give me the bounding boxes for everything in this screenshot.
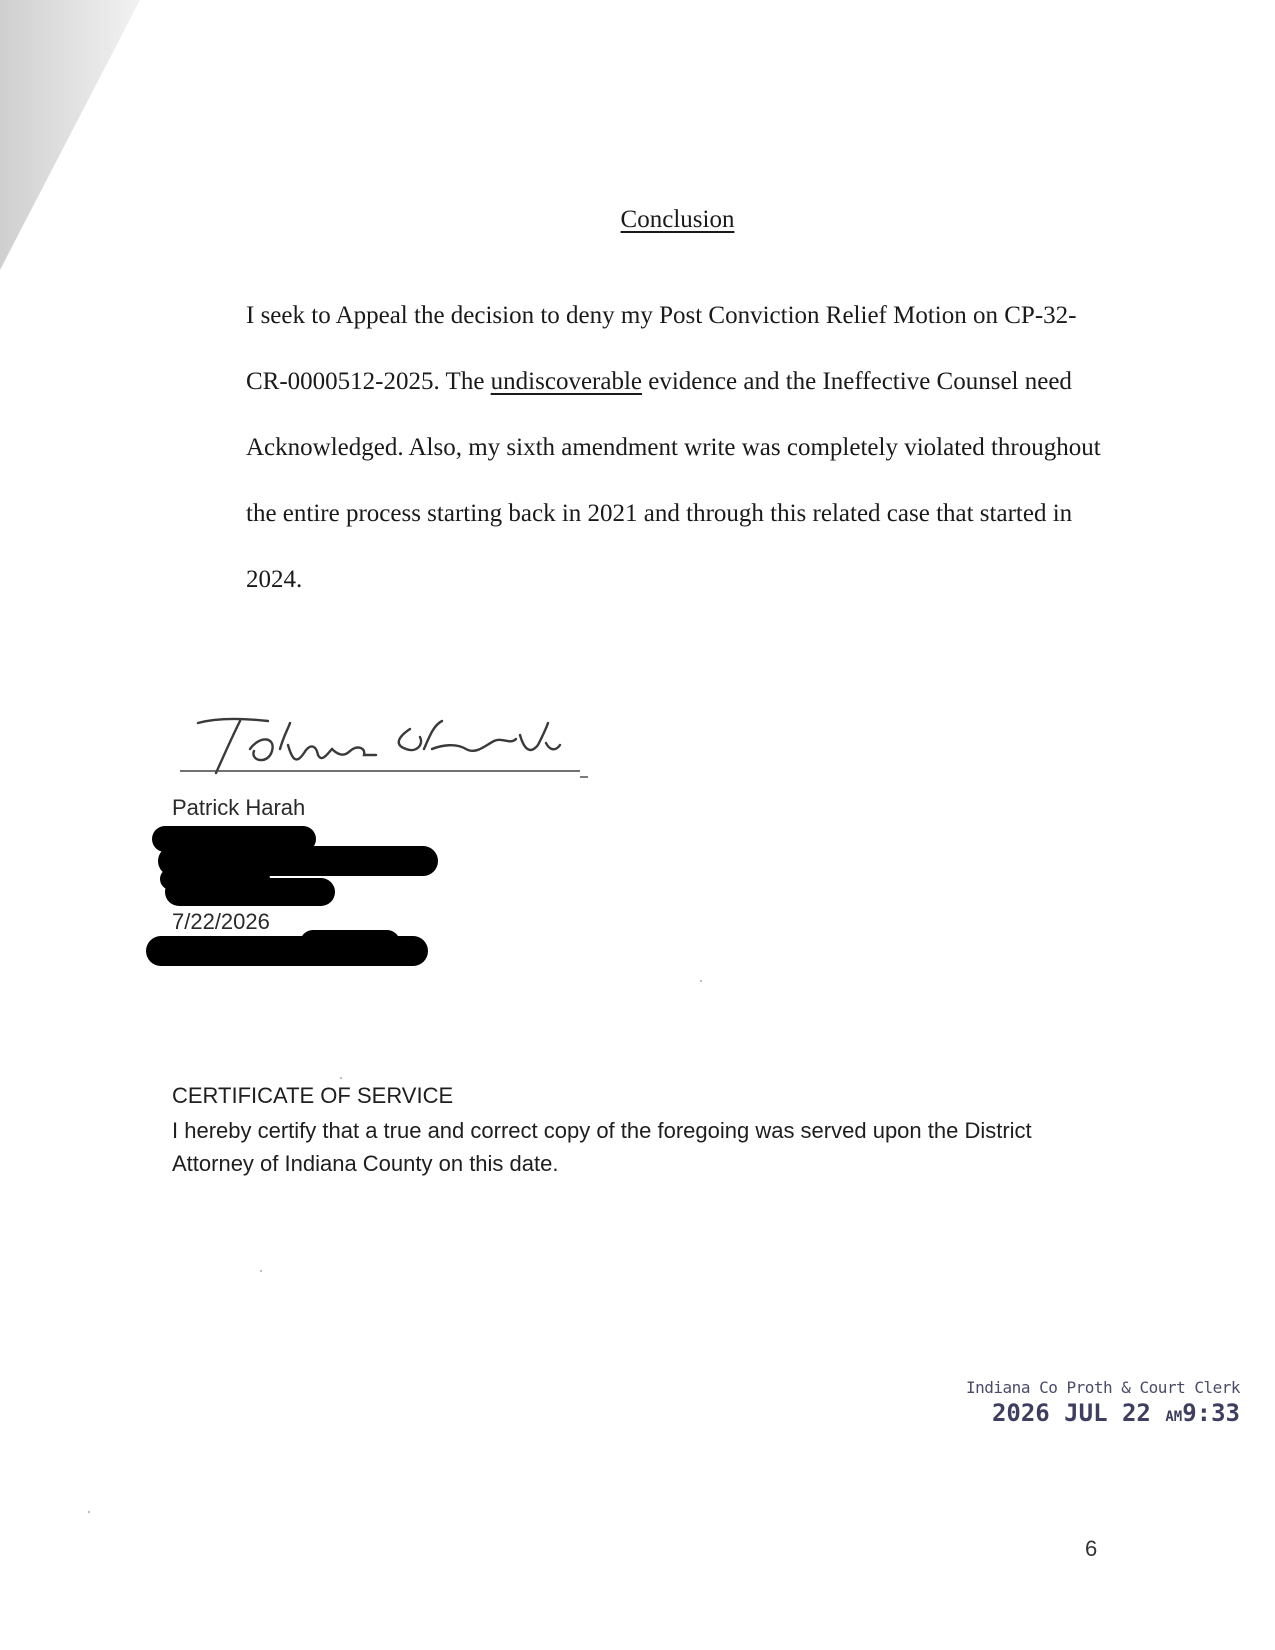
- paragraph-text-part2: evidence and the Ineffective Counsel need Acknowledged. Also, my sixth amendment write was completely violated throughout the entire process starting back in 2021 and through this related case that started in 2024.: [246, 368, 1101, 593]
- signed-date: 7/22/2026: [172, 909, 270, 934]
- scan-speck: [340, 1077, 342, 1079]
- paragraph-text-part1: I seek to Appeal the decision to deny my Post Conviction Relief Motion on CP-32-CR-0000512-2025. The: [246, 302, 1077, 395]
- paragraph-underlined-word: undiscoverable: [490, 368, 643, 395]
- folded-corner-shadow: [0, 0, 150, 280]
- scan-speck: [88, 1511, 90, 1513]
- certificate-body: I hereby certify that a true and correct copy of the foregoing was served upon the District Attorney of Indiana County on this date.: [172, 1118, 1032, 1176]
- stamp-clerk-name: Indiana Co Proth & Court Clerk: [966, 1378, 1240, 1397]
- stamp-ampm: AM: [1165, 1409, 1183, 1425]
- stamp-time: 9:33: [1182, 1399, 1240, 1427]
- scan-speck: [700, 980, 702, 982]
- clerk-time-stamp: [960, 1378, 1240, 1427]
- conclusion-paragraph: [172, 283, 1102, 613]
- certificate-title: CERTIFICATE OF SERVICE: [172, 1083, 454, 1108]
- scan-speck: [260, 1270, 262, 1272]
- conclusion-heading: Conclusion: [620, 206, 735, 233]
- handwritten-signature: [180, 715, 620, 785]
- stamp-date: 2026 JUL 22: [991, 1399, 1151, 1427]
- stamp-date-time: [960, 1399, 1240, 1427]
- signer-name: Patrick Harah: [172, 795, 306, 820]
- page-number: 6: [1085, 1536, 1098, 1561]
